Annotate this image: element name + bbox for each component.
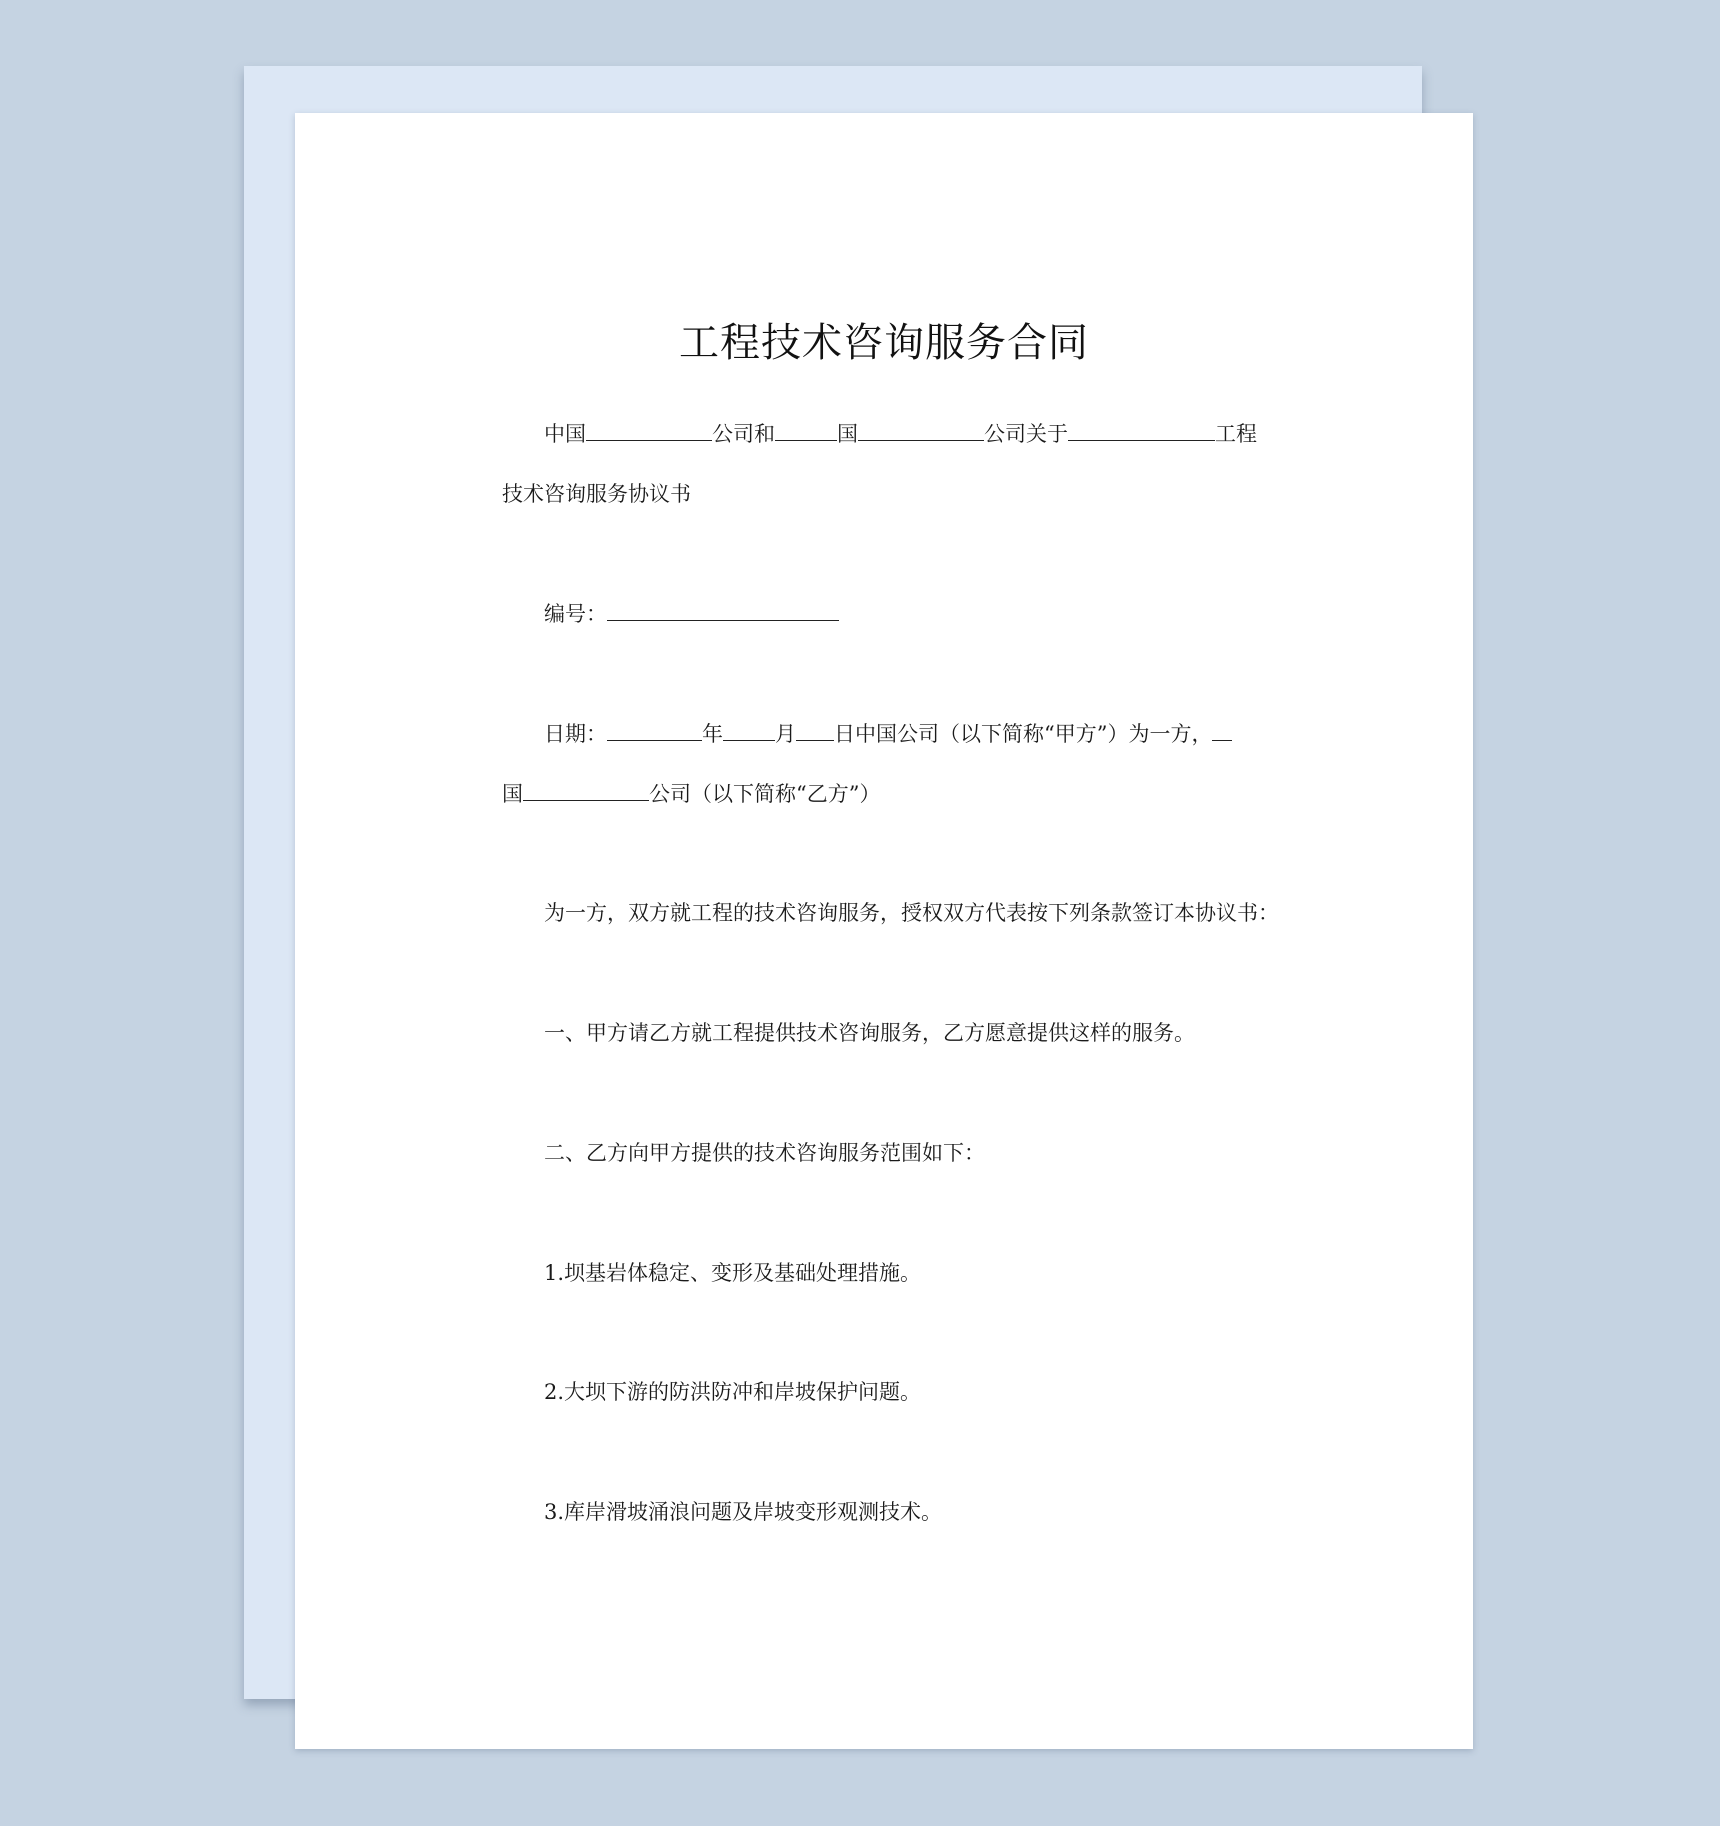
year-blank[interactable] (607, 718, 702, 741)
intro-line-1 (544, 418, 1257, 449)
country-blank-2[interactable] (1212, 718, 1232, 741)
list-item: 2.大坝下游的防洪防冲和岸坡保护问题。 (544, 1380, 922, 1404)
number-label: 编号： (544, 602, 607, 626)
date-line-2 (502, 778, 880, 809)
text-company-about: 公司关于 (984, 422, 1068, 446)
document-page (295, 113, 1473, 1749)
date-label: 日期： (544, 722, 607, 746)
country-text: 国 (502, 782, 523, 806)
country-blank[interactable] (775, 418, 837, 441)
party-b-company-blank[interactable] (523, 778, 649, 801)
clause-one: 一、甲方请乙方就工程提供技术咨询服务，乙方愿意提供这样的服务。 (544, 1021, 1195, 1045)
foreign-company-blank[interactable] (858, 418, 984, 441)
project-name-blank[interactable] (1068, 418, 1215, 441)
text-china: 中国 (544, 422, 586, 446)
list-item: 3.库岸滑坡涌浪问题及岸坡变形观测技术。 (544, 1500, 943, 1524)
year-text: 年 (702, 722, 723, 746)
text-country: 国 (837, 422, 858, 446)
document-title: 工程技术咨询服务合同 (679, 320, 1089, 366)
party-b-text: 公司（以下简称“乙方”） (649, 782, 881, 806)
date-line-1 (544, 718, 1232, 749)
month-blank[interactable] (723, 718, 775, 741)
date-rest-text: 日中国公司（以下简称“甲方”）为一方， (834, 722, 1213, 746)
text-company-and: 公司和 (712, 422, 775, 446)
list-item: 1.坝基岩体稳定、变形及基础处理措施。 (544, 1261, 922, 1285)
day-blank[interactable] (796, 718, 834, 741)
text-engineering: 工程 (1215, 422, 1257, 446)
clause-two: 二、乙方向甲方提供的技术咨询服务范围如下： (544, 1141, 985, 1165)
paragraph-agreement: 为一方，双方就工程的技术咨询服务，授权双方代表按下列条款签订本协议书： (544, 901, 1279, 925)
intro-line-2: 技术咨询服务协议书 (502, 482, 691, 506)
number-blank[interactable] (607, 598, 839, 621)
month-text: 月 (775, 722, 796, 746)
number-line (544, 598, 839, 629)
company-name-blank[interactable] (586, 418, 712, 441)
